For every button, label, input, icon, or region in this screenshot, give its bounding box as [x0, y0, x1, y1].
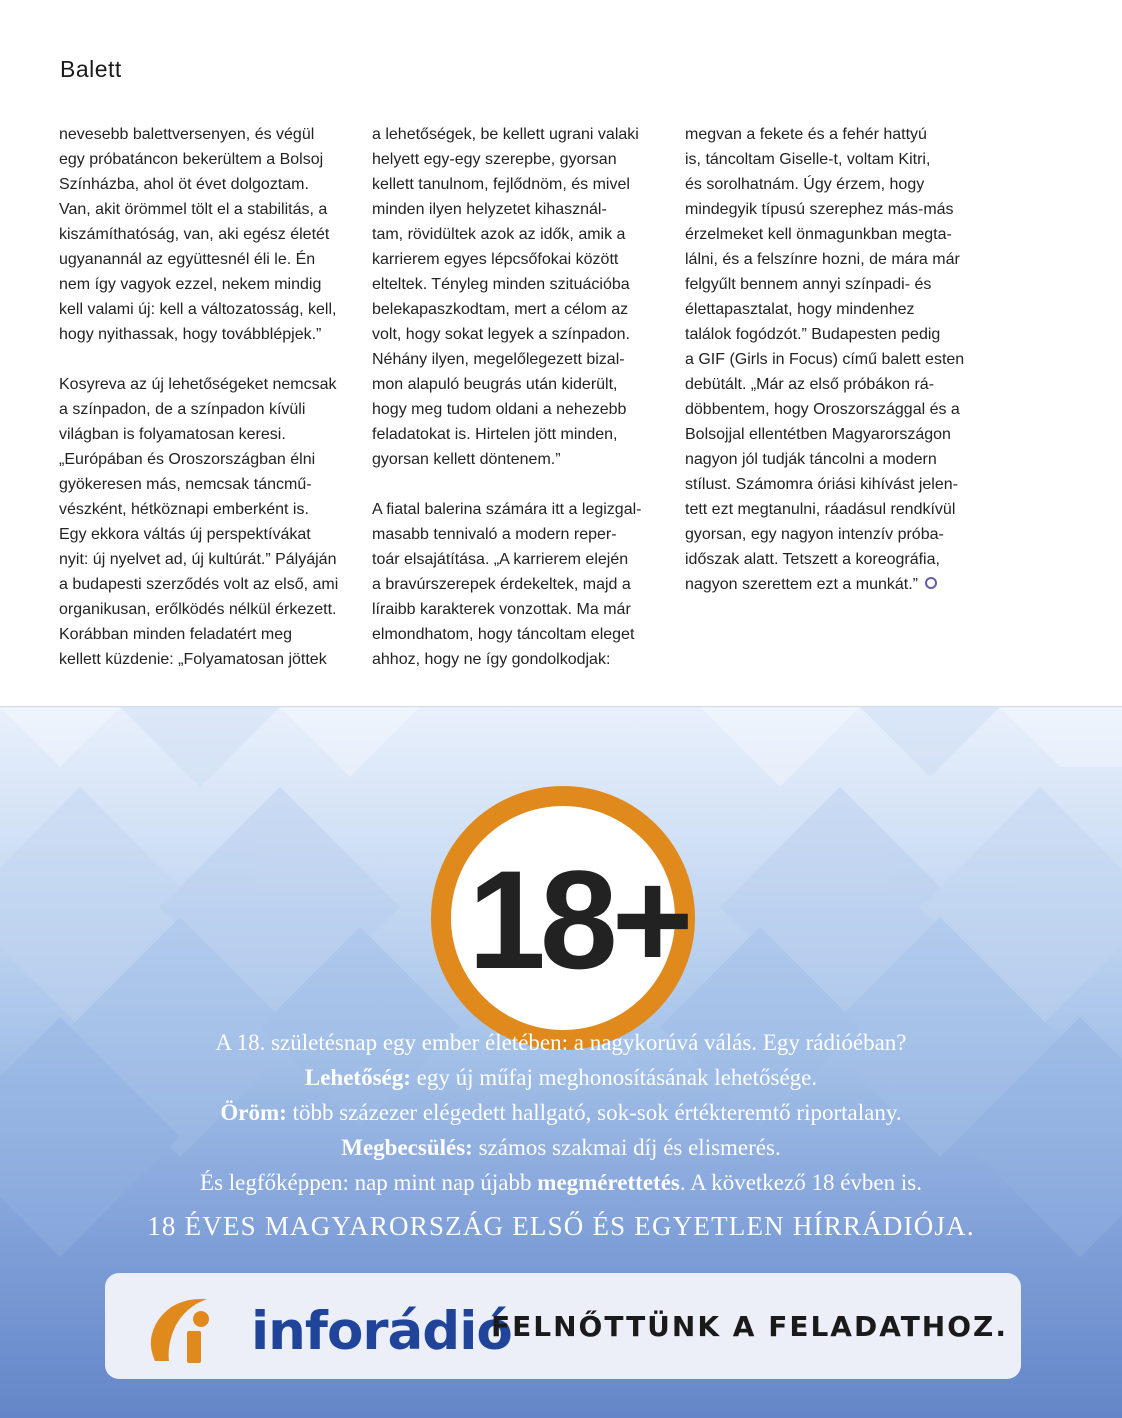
article-line: nem így vagyok ezzel, nekem mindig: [59, 276, 322, 293]
badge-text: 18+: [468, 841, 688, 998]
article-line: kell valami új: kell a változatosság, kell,: [59, 301, 337, 318]
article-line: líraibb karakterek vonzottak. Ma már: [372, 601, 631, 618]
article-line: toár elsajátítása. „A karrierem elején: [372, 551, 629, 568]
article-line: időszak alatt. Tetszett a koreográfia,: [685, 551, 940, 568]
article-line: a budapesti szerződés volt az első, ami: [59, 576, 339, 593]
article-line: gyökeresen más, nemcsak táncmű-: [59, 476, 312, 493]
article-line: masabb tennivaló a modern reper-: [372, 526, 617, 543]
article-line: nagyon jól tudják táncolni a modern: [685, 451, 937, 468]
article-line: mindegyik típusú szerephez más-más: [685, 201, 954, 218]
article-line: a lehetőségek, be kellett ugrani valaki: [372, 126, 639, 143]
article-line: mon alapuló beugrás után kiderült,: [372, 376, 618, 393]
article-line: debütált. „Már az első próbákon rá-: [685, 376, 935, 393]
brand-name: inforádió: [251, 1301, 512, 1362]
ad-line-2: Lehetőség: egy új műfaj meghonosításának lehetősége.: [304, 1065, 818, 1090]
article-line: és sorolhatnám. Úgy érzem, hogy: [685, 176, 925, 193]
article-line: gyorsan, egy nagyon intenzív próba-: [685, 526, 944, 543]
brand-banner: [105, 1273, 1021, 1379]
article-line: a GIF (Girls in Focus) című balett esten: [685, 351, 965, 368]
article-line: a színpadon, de a színpadon kívüli: [59, 401, 306, 418]
section-label: Balett: [60, 56, 122, 82]
ad-line-3: Öröm: több százezer elégedett hallgató, sok-sok értékteremtő riportalany.: [220, 1100, 902, 1125]
article-line: A fiatal balerina számára itt a legizgal-: [372, 501, 642, 518]
article-line: nevesebb balettversenyen, és végül: [59, 126, 315, 143]
ad-tagline: 18 ÉVES MAGYARORSZÁG ELSŐ ÉS EGYETLEN HÍRRÁDIÓJA.: [147, 1211, 975, 1241]
article-line: volt, hogy sokat legyek a színpadon.: [372, 326, 630, 343]
article-line: tam, rövidültek azok az idők, amik a: [372, 226, 626, 243]
article-line: Korábban minden feladatért meg: [59, 626, 293, 643]
article-line: Színházba, ahol öt évet dolgoztam.: [59, 176, 309, 193]
article-line: Egy ekkora váltás új perspektívákat: [59, 526, 311, 543]
inforadio-logo: [141, 1293, 512, 1363]
article-line: karrierem egyes lépcsőfokai között: [372, 251, 619, 268]
article-line: érzelmeket kell önmagunkban megta-: [685, 226, 952, 243]
article-line: Kosyreva az új lehetőségeket nemcsak: [59, 376, 337, 393]
ad-body-text: [0, 1025, 1122, 1200]
article-line: Bolsojjal ellentétben Magyarországon: [685, 426, 951, 443]
end-of-article-icon: [925, 577, 937, 589]
article-column-2: [372, 122, 672, 672]
article-line: kellett küzdenie: „Folyamatosan jöttek: [59, 651, 327, 668]
article-line: is, táncoltam Giselle-t, voltam Kitri,: [685, 151, 931, 168]
article-line: [59, 347, 359, 372]
article-line: elteltek. Tényleg minden szituációba: [372, 276, 630, 293]
article-line: hogy nyithassak, hogy továbblépjek.”: [59, 326, 322, 343]
inforadio-advertisement: [0, 706, 1122, 1418]
article-line: [372, 472, 672, 497]
brand-slogan: FELNŐTTÜNK A FELADATHOZ.: [491, 1310, 1008, 1343]
article-line: elmondhatom, hogy táncoltam eleget: [372, 626, 635, 643]
article-line: felgyűlt bennem annyi színpadi- és: [685, 276, 932, 293]
article-line: ahhoz, hogy ne így gondolkodjak:: [372, 651, 611, 668]
article-line: a bravúrszerepek érdekeltek, majd a: [372, 576, 631, 593]
article-line: döbbentem, hogy Oroszországgal és a: [685, 401, 960, 418]
article-line: lálni, és a felszínre hozni, de mára már: [685, 251, 960, 268]
article-line: gyorsan kellett döntenem.”: [372, 451, 561, 468]
article-line: organikusan, erőlködés nélkül érkezett.: [59, 601, 337, 618]
article-line: helyett egy-egy szerepbe, gyorsan: [372, 151, 617, 168]
article-line: feladatokat is. Hirtelen jött minden,: [372, 426, 618, 443]
article-line: tett ezt megtanulni, ráadásul rendkívül: [685, 501, 956, 518]
ad-line-4: Megbecsülés: számos szakmai díj és elismerés.: [341, 1135, 781, 1160]
article-line: megvan a fekete és a fehér hattyú: [685, 126, 927, 143]
age-18-plus-badge: [428, 783, 698, 1053]
article-line: minden ilyen helyzetet kihasznál-: [372, 201, 607, 218]
article-line: „Európában és Oroszországban élni: [59, 451, 316, 468]
inforadio-i-icon: [141, 1293, 221, 1365]
article-line: Néhány ilyen, megelőlegezett bizal-: [372, 351, 625, 368]
article-line: stílust. Számomra óriási kihívást jelen-: [685, 476, 958, 493]
article-line: ugyanannál az együttesnél éli le. Én: [59, 251, 316, 268]
article-line: kellett tanulnom, fejlődnöm, és mivel: [372, 176, 630, 193]
article-line: élettapasztalat, hogy mindenhez: [685, 301, 915, 318]
article-line: egy próbatáncon bekerültem a Bolsoj: [59, 151, 324, 168]
article-line: világban is folyamatosan keresi.: [59, 426, 286, 443]
article-column-3: [685, 122, 985, 597]
article-line: vészként, hétköznapi emberként is.: [59, 501, 309, 518]
ad-line-1: A 18. születésnap egy ember életében: a nagykorúvá válás. Egy rádióéban?: [215, 1030, 907, 1055]
article-line: hogy meg tudom oldani a nehezebb: [372, 401, 627, 418]
article-line: Van, akit örömmel tölt el a stabilitás, a: [59, 201, 328, 218]
article-line: kiszámíthatóság, van, aki egész életét: [59, 226, 330, 243]
article-line: nagyon szerettem ezt a munkát.”: [685, 572, 985, 597]
article-line: belekapaszkodtam, mert a célom az: [372, 301, 629, 318]
article-column-1: [59, 122, 359, 672]
article-line: nyit: új nyelvet ad, új kultúrát.” Pályáján: [59, 551, 337, 568]
ad-line-5: És legfőképpen: nap mint nap újabb megmérettetés. A következő 18 évben is.: [200, 1170, 922, 1195]
article-line: találok fogódzót.” Budapesten pedig: [685, 326, 941, 343]
